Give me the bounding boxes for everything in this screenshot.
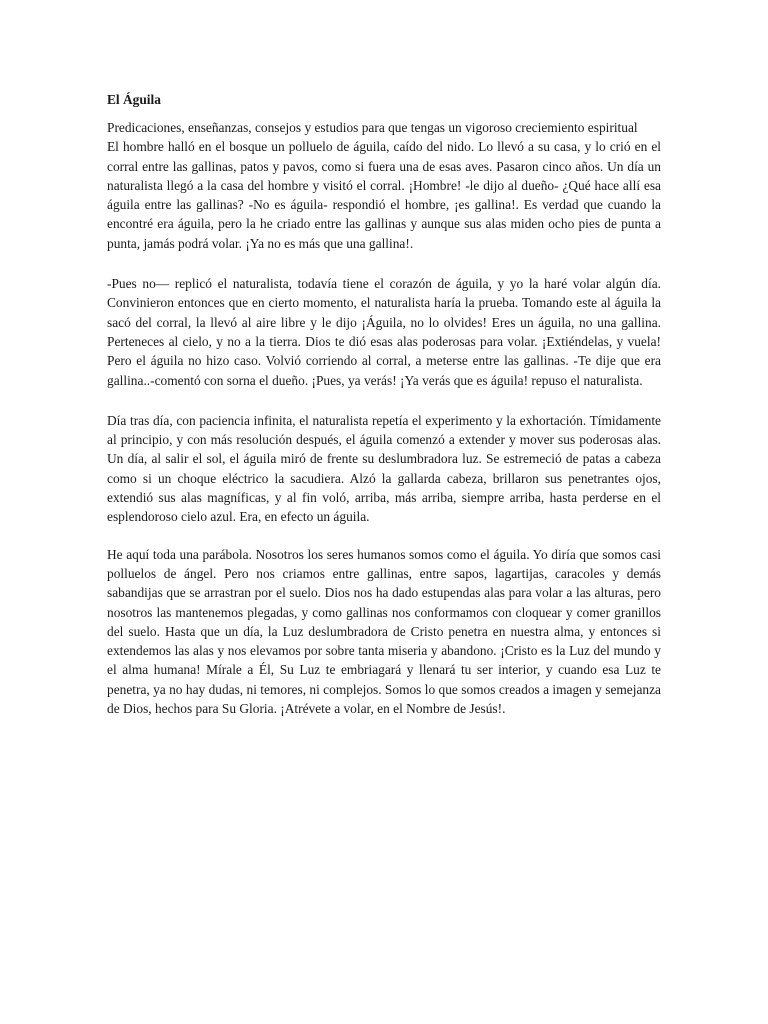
paragraph-2: -Pues no— replicó el naturalista, todavía tiene el corazón de águila, y yo la haré volar algún día. Convinieron entonces que en cierto momento, el naturalista haría la prueba. Tomando este al águila la sacó del corral, la llevó al aire libre y le dijo ¡Águila, no lo olvides! Eres un águila, no una gallina. Perteneces al cielo, y no a la tierra. Dios te dió esas alas poderosas para volar. ¡Extiéndelas, y vuela! Pero el águila no hizo caso. Volvió corriendo al corral, a meterse entre las gallinas. -Te dije que era gallina..-comentó con sorna el dueño. ¡Pues, ya verás! ¡Ya verás que es águila! repuso el naturalista.: [107, 276, 661, 388]
document-page: [107, 90, 661, 718]
document-title: El Águila: [107, 92, 161, 107]
paragraph-4: He aquí toda una parábola. Nosotros los seres humanos somos como el águila. Yo diría que somos casi polluelos de ángel. Pero nos criamos entre gallinas, entre sapos, lagartijas, caracoles y demás sabandijas que se arrastran por el suelo. Dios nos ha dado estupendas alas para volar a las alturas, pero nosotros las mantenemos plegadas, y como gallinas nos conformamos con cloquear y comer granillos del suelo. Hasta que un día, la Luz deslumbradora de Cristo penetra en nuestra alma, y entonces si extendemos las alas y nos elevamos por sobre tanta miseria y abandono. ¡Cristo es la Luz del mundo y el alma humana! Mírale a Él, Su Luz te embriagará y llenará tu ser interior, y cuando esa Luz te penetra, ya no hay dudas, ni temores, ni complejos. Somos lo que somos creados a imagen y semejanza de Dios, hechos para Su Gloria. ¡Atrévete a volar, en el Nombre de Jesús!.: [107, 546, 661, 717]
paragraph-1: El hombre halló en el bosque un polluelo de águila, caído del nido. Lo llevó a su casa, y lo crió en el corral entre las gallinas, patos y pavos, como si fuera una de esas aves. Pasaron cinco años. Un día un naturalista llegó a la casa del hombre y visitó el corral. ¡Hombre! -le dijo al dueño- ¿Qué hace allí esa águila entre las gallinas? -No es águila- respondió el hombre, ¡es gallina!. Es verdad que cuando la encontré era águila, pero la he criado entre las gallinas y aunque sus alas miden ocho pies de punta a punta, jamás podrá volar. ¡Ya no es más que una gallina!.: [107, 139, 661, 251]
paragraph-3: Día tras día, con paciencia infinita, el naturalista repetía el experimento y la exhortación. Tímidamente al principio, y con más resolución después, el águila comenzó a extender y mover sus poderosas alas. Un día, al salir el sol, el águila miró de frente su deslumbradora luz. Se estremeció de patas a cabeza como si un choque eléctrico la sacudiera. Alzó la gallarda cabeza, brillaron sus penetrantes ojos, extendió sus alas magníficas, y al fin voló, arriba, más arriba, siempre arriba, hasta perderse en el esplendoroso cielo azul. Era, en efecto un águila.: [107, 412, 661, 525]
document-subtitle: Predicaciones, enseñanzas, consejos y estudios para que tengas un vigoroso creciemiento espiritual: [107, 120, 638, 135]
